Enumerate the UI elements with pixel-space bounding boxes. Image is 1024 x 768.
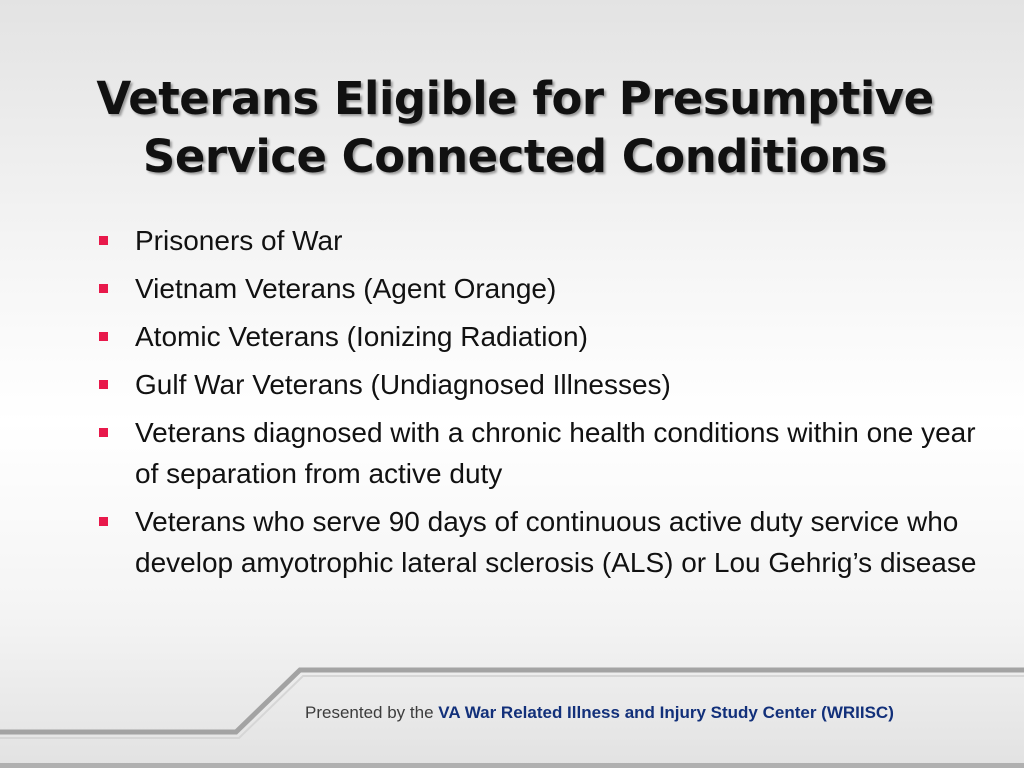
bullet-item	[95, 412, 995, 494]
bullet-text: Veterans diagnosed with a chronic health conditions within one year of separation from active duty	[135, 417, 976, 489]
bullet-text: Veterans who serve 90 days of continuous active duty service who develop amyotrophic lateral sclerosis (ALS) or Lou Gehrig’s disease	[135, 506, 977, 578]
square-bullet-icon	[99, 236, 108, 245]
bullet-item	[95, 501, 995, 583]
square-bullet-icon	[99, 428, 108, 437]
title-line-2: Service Connected Conditions	[142, 130, 888, 183]
square-bullet-icon	[99, 284, 108, 293]
bullet-item	[95, 220, 995, 261]
footer-credit	[305, 703, 894, 723]
bullet-list	[95, 220, 995, 590]
square-bullet-icon	[99, 332, 108, 341]
title-line-1: Veterans Eligible for Presumptive	[96, 72, 934, 125]
bullet-item	[95, 268, 995, 309]
footer-bottom-line	[0, 763, 1024, 768]
bullet-text: Gulf War Veterans (Undiagnosed Illnesses)	[135, 369, 671, 400]
footer-organization: VA War Related Illness and Injury Study Center (WRIISC)	[438, 703, 894, 722]
bullet-text: Prisoners of War	[135, 225, 343, 256]
bullet-text: Atomic Veterans (Ionizing Radiation)	[135, 321, 588, 352]
footer-prefix: Presented by the	[305, 703, 434, 722]
square-bullet-icon	[99, 380, 108, 389]
bullet-item	[95, 316, 995, 357]
slide-title	[60, 70, 970, 186]
square-bullet-icon	[99, 517, 108, 526]
bullet-item	[95, 364, 995, 405]
bullet-text: Vietnam Veterans (Agent Orange)	[135, 273, 557, 304]
